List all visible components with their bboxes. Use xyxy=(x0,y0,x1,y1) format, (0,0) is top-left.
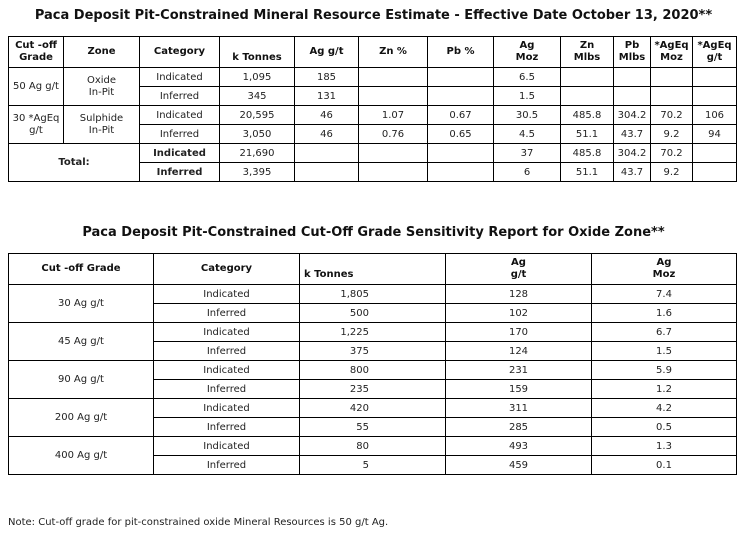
category-cell: Indicated xyxy=(140,106,220,125)
ag-gt-cell: 285 xyxy=(446,418,592,437)
pb-mlbs-cell: 304.2 xyxy=(614,106,651,125)
ageq-gt-cell: 94 xyxy=(693,125,737,144)
ktonnes-cell: 3,050 xyxy=(220,125,295,144)
ag-moz-cell: 1.2 xyxy=(592,380,737,399)
pb-pct-cell xyxy=(428,68,494,87)
ag-moz-cell: 5.9 xyxy=(592,361,737,380)
zn-pct-cell xyxy=(359,68,428,87)
footnote: Note: Cut-off grade for pit-constrained oxide Mineral Resources is 50 g/t Ag. xyxy=(8,517,389,528)
k-tonnes-cell: 800 xyxy=(300,361,446,380)
k-tonnes-cell: 1,225 xyxy=(300,323,446,342)
cutoff-grade-cell: 45 Ag g/t xyxy=(9,323,154,361)
zn-pct-cell: 0.76 xyxy=(359,125,428,144)
pb-pct-cell xyxy=(428,144,494,163)
ageq-moz-cell: 9.2 xyxy=(651,125,693,144)
table-row xyxy=(9,399,737,418)
ageq-moz-cell xyxy=(651,87,693,106)
sensitivity-report-table xyxy=(8,253,737,475)
cutoff-grade-cell: 50 Ag g/t xyxy=(9,68,64,106)
zn-mlbs-cell: 485.8 xyxy=(561,106,614,125)
zn-pct-cell xyxy=(359,87,428,106)
sensitivity-report-title: Paca Deposit Pit-Constrained Cut-Off Grade Sensitivity Report for Oxide Zone** xyxy=(82,225,665,240)
pb-pct-cell xyxy=(428,163,494,182)
ag-gt-cell xyxy=(295,163,359,182)
k-tonnes-cell: 1,805 xyxy=(300,285,446,304)
ag-gt-cell: 102 xyxy=(446,304,592,323)
zn-pct-cell xyxy=(359,144,428,163)
ktonnes-cell: 345 xyxy=(220,87,295,106)
k-tonnes-cell: 55 xyxy=(300,418,446,437)
header-row xyxy=(9,254,737,285)
pb-mlbs-cell xyxy=(614,87,651,106)
pb-mlbs-cell: 304.2 xyxy=(614,144,651,163)
zn-pct-cell: 1.07 xyxy=(359,106,428,125)
k-tonnes-cell: 5 xyxy=(300,456,446,475)
ageq-gt-cell: 106 xyxy=(693,106,737,125)
zone-cell: Oxide In-Pit xyxy=(64,68,140,106)
col-zone: Zone xyxy=(64,37,140,68)
zn-mlbs-cell: 51.1 xyxy=(561,163,614,182)
ag-moz-cell: 1.5 xyxy=(494,87,561,106)
pb-pct-cell xyxy=(428,87,494,106)
col-ag-gt: Ag g/t xyxy=(295,37,359,68)
ag-moz-cell: 7.4 xyxy=(592,285,737,304)
cutoff-grade-cell: 30 Ag g/t xyxy=(9,285,154,323)
ktonnes-cell: 21,690 xyxy=(220,144,295,163)
category-cell: Inferred xyxy=(140,163,220,182)
table-row xyxy=(9,323,737,342)
ktonnes-cell: 1,095 xyxy=(220,68,295,87)
k-tonnes-cell: 80 xyxy=(300,437,446,456)
col-ag-gt: Ag g/t xyxy=(446,254,592,285)
ageq-moz-cell: 9.2 xyxy=(651,163,693,182)
ageq-moz-cell: 70.2 xyxy=(651,144,693,163)
ag-moz-cell: 37 xyxy=(494,144,561,163)
category-cell: Inferred xyxy=(154,342,300,361)
col-zn-pct: Zn % xyxy=(359,37,428,68)
pb-pct-cell: 0.67 xyxy=(428,106,494,125)
ag-gt-cell: 185 xyxy=(295,68,359,87)
ag-gt-cell: 128 xyxy=(446,285,592,304)
category-cell: Inferred xyxy=(154,418,300,437)
category-cell: Indicated xyxy=(154,399,300,418)
ageq-gt-cell xyxy=(693,68,737,87)
ag-moz-cell: 4.5 xyxy=(494,125,561,144)
k-tonnes-cell: 500 xyxy=(300,304,446,323)
total-row xyxy=(9,144,737,163)
ag-gt-cell: 46 xyxy=(295,125,359,144)
ag-gt-cell: 311 xyxy=(446,399,592,418)
ag-gt-cell: 231 xyxy=(446,361,592,380)
col-zn-mlbs: Zn Mlbs xyxy=(561,37,614,68)
category-cell: Indicated xyxy=(140,68,220,87)
col-category: Category xyxy=(140,37,220,68)
col-category: Category xyxy=(154,254,300,285)
ag-moz-cell: 1.5 xyxy=(592,342,737,361)
table-row xyxy=(9,106,737,125)
category-cell: Inferred xyxy=(154,380,300,399)
cutoff-grade-cell: 30 *AgEq g/t xyxy=(9,106,64,144)
col-cutoff-grade: Cut -off Grade xyxy=(9,37,64,68)
ag-gt-cell: 124 xyxy=(446,342,592,361)
col-ag-moz: Ag Moz xyxy=(494,37,561,68)
ag-gt-cell: 493 xyxy=(446,437,592,456)
ag-moz-cell: 6.5 xyxy=(494,68,561,87)
ag-gt-cell: 131 xyxy=(295,87,359,106)
col-ag-moz: Ag Moz xyxy=(592,254,737,285)
k-tonnes-cell: 235 xyxy=(300,380,446,399)
ag-moz-cell: 30.5 xyxy=(494,106,561,125)
pb-mlbs-cell xyxy=(614,68,651,87)
ag-moz-cell: 6 xyxy=(494,163,561,182)
category-cell: Inferred xyxy=(140,87,220,106)
k-tonnes-cell: 420 xyxy=(300,399,446,418)
pb-pct-cell: 0.65 xyxy=(428,125,494,144)
col-cutoff-grade: Cut -off Grade xyxy=(9,254,154,285)
category-cell: Indicated xyxy=(154,361,300,380)
ag-moz-cell: 0.1 xyxy=(592,456,737,475)
total-label: Total: xyxy=(9,144,140,182)
pb-mlbs-cell: 43.7 xyxy=(614,125,651,144)
category-cell: Inferred xyxy=(154,304,300,323)
zn-mlbs-cell xyxy=(561,87,614,106)
pb-mlbs-cell: 43.7 xyxy=(614,163,651,182)
ag-moz-cell: 1.6 xyxy=(592,304,737,323)
category-cell: Indicated xyxy=(154,437,300,456)
k-tonnes-cell: 375 xyxy=(300,342,446,361)
ageq-moz-cell xyxy=(651,68,693,87)
ageq-gt-cell xyxy=(693,87,737,106)
table-row xyxy=(9,68,737,87)
cutoff-grade-cell: 200 Ag g/t xyxy=(9,399,154,437)
ag-gt-cell: 46 xyxy=(295,106,359,125)
col-pb-pct: Pb % xyxy=(428,37,494,68)
zn-mlbs-cell: 485.8 xyxy=(561,144,614,163)
ageq-gt-cell xyxy=(693,163,737,182)
table-row xyxy=(9,285,737,304)
zone-cell: Sulphide In-Pit xyxy=(64,106,140,144)
resource-estimate-title: Paca Deposit Pit-Constrained Mineral Resource Estimate - Effective Date October 13, 2020** xyxy=(34,8,713,23)
ageq-moz-cell: 70.2 xyxy=(651,106,693,125)
col-k-tonnes: k Tonnes xyxy=(300,254,446,285)
table-row xyxy=(9,437,737,456)
header-row xyxy=(9,37,737,68)
resource-estimate-table xyxy=(8,36,737,182)
col-ageq-moz: *AgEq Moz xyxy=(651,37,693,68)
ktonnes-cell: 20,595 xyxy=(220,106,295,125)
col-ageq-gt: *AgEq g/t xyxy=(693,37,737,68)
ag-moz-cell: 4.2 xyxy=(592,399,737,418)
ag-moz-cell: 1.3 xyxy=(592,437,737,456)
cutoff-grade-cell: 400 Ag g/t xyxy=(9,437,154,475)
ag-gt-cell: 159 xyxy=(446,380,592,399)
zn-mlbs-cell: 51.1 xyxy=(561,125,614,144)
ag-moz-cell: 6.7 xyxy=(592,323,737,342)
zn-pct-cell xyxy=(359,163,428,182)
col-k-tonnes: k Tonnes xyxy=(220,37,295,68)
ageq-gt-cell xyxy=(693,144,737,163)
ag-gt-cell: 170 xyxy=(446,323,592,342)
category-cell: Inferred xyxy=(140,125,220,144)
category-cell: Inferred xyxy=(154,456,300,475)
ag-gt-cell: 459 xyxy=(446,456,592,475)
ag-gt-cell xyxy=(295,144,359,163)
ktonnes-cell: 3,395 xyxy=(220,163,295,182)
category-cell: Indicated xyxy=(140,144,220,163)
col-pb-mlbs: Pb Mlbs xyxy=(614,37,651,68)
category-cell: Indicated xyxy=(154,323,300,342)
ag-moz-cell: 0.5 xyxy=(592,418,737,437)
zn-mlbs-cell xyxy=(561,68,614,87)
category-cell: Indicated xyxy=(154,285,300,304)
table-row xyxy=(9,361,737,380)
cutoff-grade-cell: 90 Ag g/t xyxy=(9,361,154,399)
